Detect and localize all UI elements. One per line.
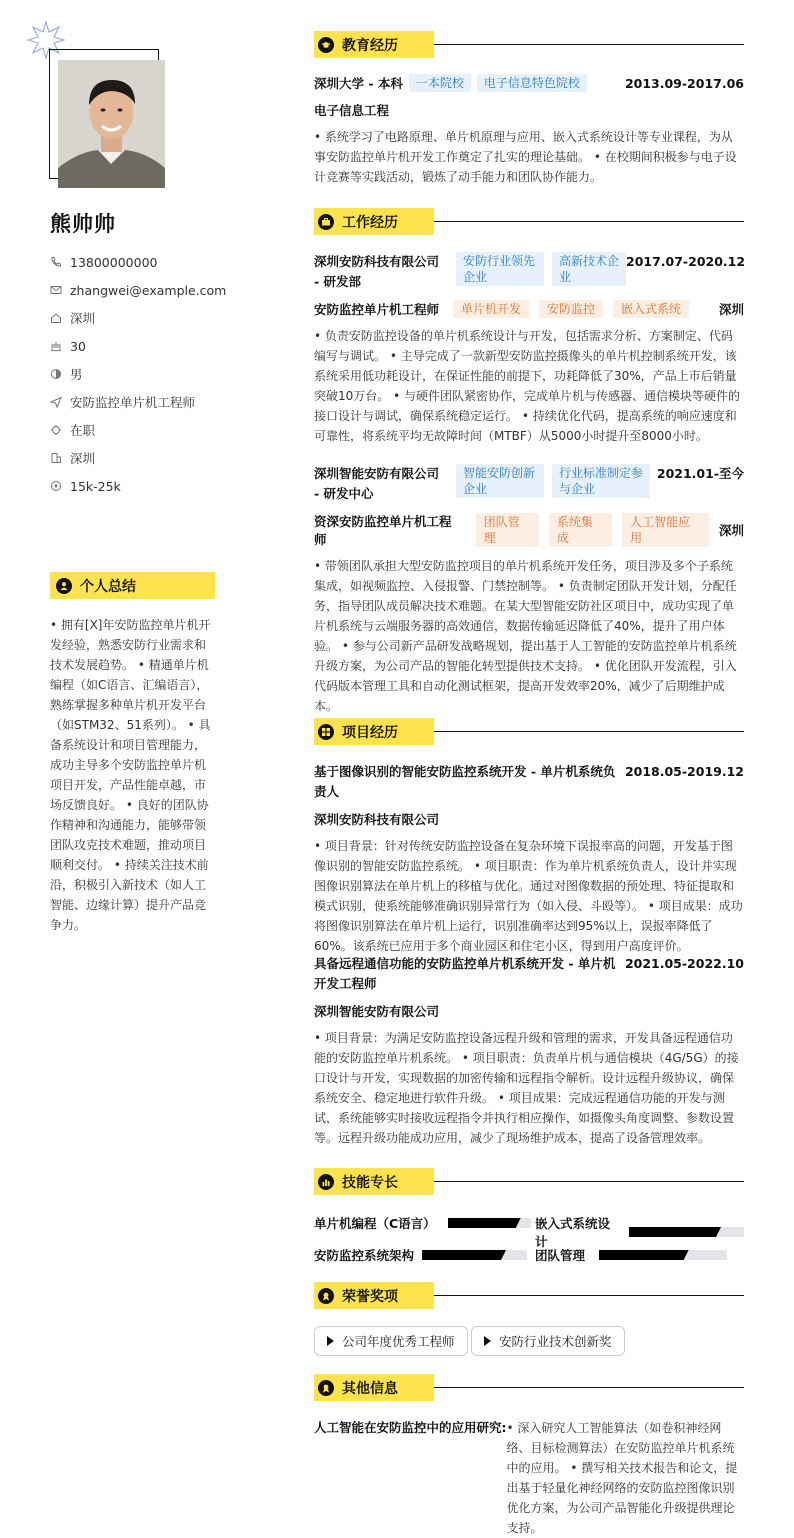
location-text: 深圳	[70, 311, 96, 326]
skill-name: 团队管理	[535, 1248, 586, 1263]
other-entry	[314, 1418, 744, 1538]
school-name: 深圳大学 - 本科	[314, 76, 403, 91]
send-icon	[50, 396, 62, 408]
company-tag: 智能安防创新企业	[456, 464, 544, 498]
section-divider	[434, 1295, 744, 1296]
skill-tag: 系统集成	[549, 513, 612, 547]
skill-bar-fill	[422, 1250, 506, 1260]
job-title: 安防监控单片机工程师	[314, 302, 440, 317]
play-icon	[484, 1336, 491, 1346]
project-date: 2021.05-2022.10	[624, 956, 744, 971]
skills-section-header	[314, 1168, 744, 1195]
building-icon	[50, 452, 62, 464]
projects-title: 项目经历	[342, 724, 398, 741]
contact-info-list	[50, 248, 226, 500]
company-name: 深圳安防科技有限公司 - 研发部	[314, 254, 440, 289]
summary-text: • 拥有[X]年安防监控单片机开发经验，熟悉安防行业需求和技术发展趋势。 • 精通单片机编程（如C语言、汇编语言），熟练掌握多种单片机开发平台（如STM32、51系列）。 • 具备系统设计和项目管理能力，成功主导多个安防监控单片机项目开发，产品性能卓越，市场反馈良好。 • 良好的团队协作精神和沟通能力，能够带领团队攻克技术难题，推动项目顺利交付。 • 持续关注技术前沿，积极引入新技术（如人工智能、边缘计算）提升产品竞争力。	[50, 618, 211, 932]
education-section-header	[314, 31, 744, 58]
company-tag: 高新技术企业	[552, 252, 626, 286]
project-company: 深圳安防科技有限公司	[314, 812, 440, 827]
skills-title: 技能专长	[342, 1174, 398, 1191]
user-icon	[56, 578, 72, 594]
skill-bar	[629, 1227, 744, 1237]
other-title: 其他信息	[342, 1380, 398, 1397]
sidebar	[0, 0, 290, 1538]
education-entry	[314, 74, 744, 187]
project-description: • 项目背景：针对传统安防监控设备在复杂环境下误报率高的问题，开发基于图像识别的智能安防监控系统。 • 项目职责：作为单片机系统负责人，设计并实现图像识别算法在单片机上的移植与优化。通过对图像数据的预处理、特征提取和模式识别，使系统能够准确识别异常行为（如入侵、斗殴等）。 • 项目成果：成功将图像识别算法在单片机上运行，识别准确率达到95%以上，误报率降低了60%。该系统已应用于多个商业园区和住宅小区，得到用户高度评价。	[314, 839, 743, 953]
honor-text: 公司年度优秀工程师	[342, 1334, 455, 1349]
position-text: 安防监控单片机工程师	[70, 395, 196, 410]
section-divider	[434, 1181, 744, 1182]
grid-icon	[318, 724, 334, 740]
section-divider	[434, 1387, 744, 1388]
project-date: 2018.05-2019.12	[624, 764, 744, 779]
skill-bar-fill	[629, 1227, 721, 1237]
research-description: • 深入研究人工智能算法（如卷积神经网络、目标检测算法）在安防监控单片机系统中的应用。 • 撰写相关技术报告和论文，提出基于轻量化神经网络的安防监控图像识别优化方案，为公司产品智能化升级提供理论支持。	[506, 1421, 738, 1535]
research-label: 人工智能在安防监控中的应用研究:	[314, 1420, 507, 1435]
work-city: 深圳	[718, 523, 744, 538]
summary-section-header	[50, 572, 215, 599]
project-name: 具备远程通信功能的安防监控单片机系统开发 - 单片机开发工程师	[314, 956, 616, 991]
salary-text: 15k-25k	[70, 478, 121, 494]
age-icon	[50, 340, 62, 352]
honors-title: 荣誉奖项	[342, 1288, 398, 1305]
info-row-status	[50, 416, 226, 444]
work-city: 深圳	[718, 302, 744, 317]
projects-section-header	[314, 718, 744, 745]
info-row-gender	[50, 360, 226, 388]
skill-bar	[448, 1218, 531, 1228]
graduation-cap-icon	[318, 37, 334, 53]
section-divider	[434, 731, 744, 732]
skill-item	[314, 1246, 527, 1264]
major: 电子信息工程	[314, 103, 390, 118]
project-entry	[314, 762, 744, 956]
work-date: 2017.07-2020.12	[626, 254, 746, 269]
info-row-location	[50, 304, 226, 332]
gender-text: 男	[70, 367, 83, 382]
city-text: 深圳	[70, 451, 96, 466]
email-text: zhangwei@example.com	[70, 282, 227, 298]
company-tag: 行业标准制定参与企业	[552, 464, 650, 498]
honors-section-header	[314, 1282, 744, 1309]
skill-item	[314, 1214, 531, 1232]
skill-item	[535, 1214, 744, 1250]
skill-bar	[599, 1250, 727, 1260]
play-icon	[327, 1336, 334, 1346]
company-name: 深圳智能安防有限公司 - 研发中心	[314, 466, 440, 501]
skill-name: 安防监控系统架构	[314, 1248, 415, 1263]
skill-bar	[422, 1250, 527, 1260]
work-description: • 带领团队承担大型安防监控项目的单片机系统开发任务，项目涉及多个子系统集成，如视频监控、入侵报警、门禁控制等。 • 负责制定团队开发计划，分配任务，指导团队成员解决技术难题。在某大型智能安防社区项目中，成功实现了单片机系统与云端服务器的高效通信，数据传输延迟降低了40%，提升了用户体验。 • 参与公司新产品研发战略规划，提出基于人工智能的安防监控单片机系统升级方案，为公司产品的智能化转型提供技术支持。 • 优化团队开发流程，引入代码版本管理工具和自动化测试框架，提高开发效率20%，减少了后期维护成本。	[314, 559, 737, 713]
section-divider	[434, 221, 744, 222]
school-tag: 电子信息特色院校	[477, 74, 587, 92]
project-description: • 项目背景：为满足安防监控设备远程升级和管理的需求，开发具备远程通信功能的安防监控单片机系统。 • 项目职责：负责单片机与通信模块（4G/5G）的接口设计与开发，实现数据的加密传输和远程指令解析。设计远程升级协议，确保系统安全、稳定地进行软件升级。 • 项目成果：完成远程通信功能的开发与测试，系统能够实时接收远程指令并执行相应操作，如摄像头角度调整、参数设置等。远程升级功能成功应用，减少了现场维护成本，提高了设备管理效率。	[314, 1031, 739, 1145]
skill-bar-fill	[448, 1218, 521, 1228]
work-section-header	[314, 208, 744, 235]
skill-name: 嵌入式系统设计	[535, 1216, 611, 1249]
work-entry	[314, 252, 744, 446]
skill-bar-fill	[599, 1250, 689, 1260]
gender-icon	[50, 368, 62, 380]
skill-tag: 单片机开发	[453, 300, 529, 318]
work-description: • 负责安防监控设备的单片机系统设计与开发，包括需求分析、方案制定、代码编写与调试。 • 主导完成了一款新型安防监控摄像头的单片机控制系统开发，该系统采用低功耗设计，在保证性能的前提下，功耗降低了30%，产品上市后销量突破10万台。 • 与硬件团队紧密协作，完成单片机与传感器、通信模块等硬件的接口设计与调试，确保系统稳定运行。 • 持续优化代码，提高系统的响应速度和可靠性，将系统平均无故障时间（MTBF）从5000小时提升至8000小时。	[314, 329, 740, 443]
honor-badge	[471, 1326, 625, 1356]
skill-tag: 安防监控	[539, 300, 603, 318]
honor-badge	[314, 1326, 468, 1356]
work-title: 工作经历	[342, 214, 398, 231]
education-description: • 系统学习了电路原理、单片机原理与应用、嵌入式系统设计等专业课程，为从事安防监控单片机开发工作奠定了扎实的理论基础。 • 在校期间积极参与电子设计竞赛等实践活动，锻炼了动手能力和团队协作能力。	[314, 130, 737, 184]
status-icon	[50, 424, 62, 436]
skill-item	[535, 1246, 727, 1264]
other-section-header	[314, 1374, 744, 1401]
education-date: 2013.09-2017.06	[624, 75, 744, 91]
mail-icon	[50, 284, 62, 296]
education-title: 教育经历	[342, 37, 398, 54]
summary-title: 个人总结	[80, 578, 136, 595]
home-icon	[50, 312, 62, 324]
company-tag: 安防行业领先企业	[456, 252, 544, 286]
status-text: 在职	[70, 423, 96, 438]
candidate-name: 熊帅帅	[50, 212, 116, 236]
job-title: 资深安防监控单片机工程师	[314, 514, 452, 547]
briefcase-icon	[318, 214, 334, 230]
salary-icon	[50, 480, 62, 492]
age-text: 30	[70, 338, 86, 354]
info-row-position	[50, 388, 226, 416]
work-entry	[314, 464, 744, 716]
award-icon	[318, 1288, 334, 1304]
avatar	[58, 60, 165, 188]
project-entry	[314, 954, 744, 1148]
school-tag: 一本院校	[409, 74, 471, 92]
skill-tag: 嵌入式系统	[613, 300, 689, 318]
info-row-age	[50, 332, 226, 360]
honor-text: 安防行业技术创新奖	[499, 1334, 612, 1349]
project-company: 深圳智能安防有限公司	[314, 1004, 440, 1019]
section-divider	[434, 44, 744, 45]
phone-text: 13800000000	[70, 254, 158, 270]
project-name: 基于图像识别的智能安防监控系统开发 - 单片机系统负责人	[314, 764, 616, 799]
skill-tag: 团队管理	[476, 513, 539, 547]
phone-icon	[50, 256, 62, 268]
award-icon	[318, 1380, 334, 1396]
info-row-city	[50, 444, 226, 472]
info-row-salary	[50, 472, 226, 500]
skill-tag: 人工智能应用	[622, 513, 709, 547]
info-row-phone	[50, 248, 226, 276]
info-row-email	[50, 276, 226, 304]
work-date: 2021.01-至今	[656, 466, 744, 481]
bar-chart-icon	[318, 1174, 334, 1190]
skill-name: 单片机编程（C语言）	[314, 1216, 436, 1231]
